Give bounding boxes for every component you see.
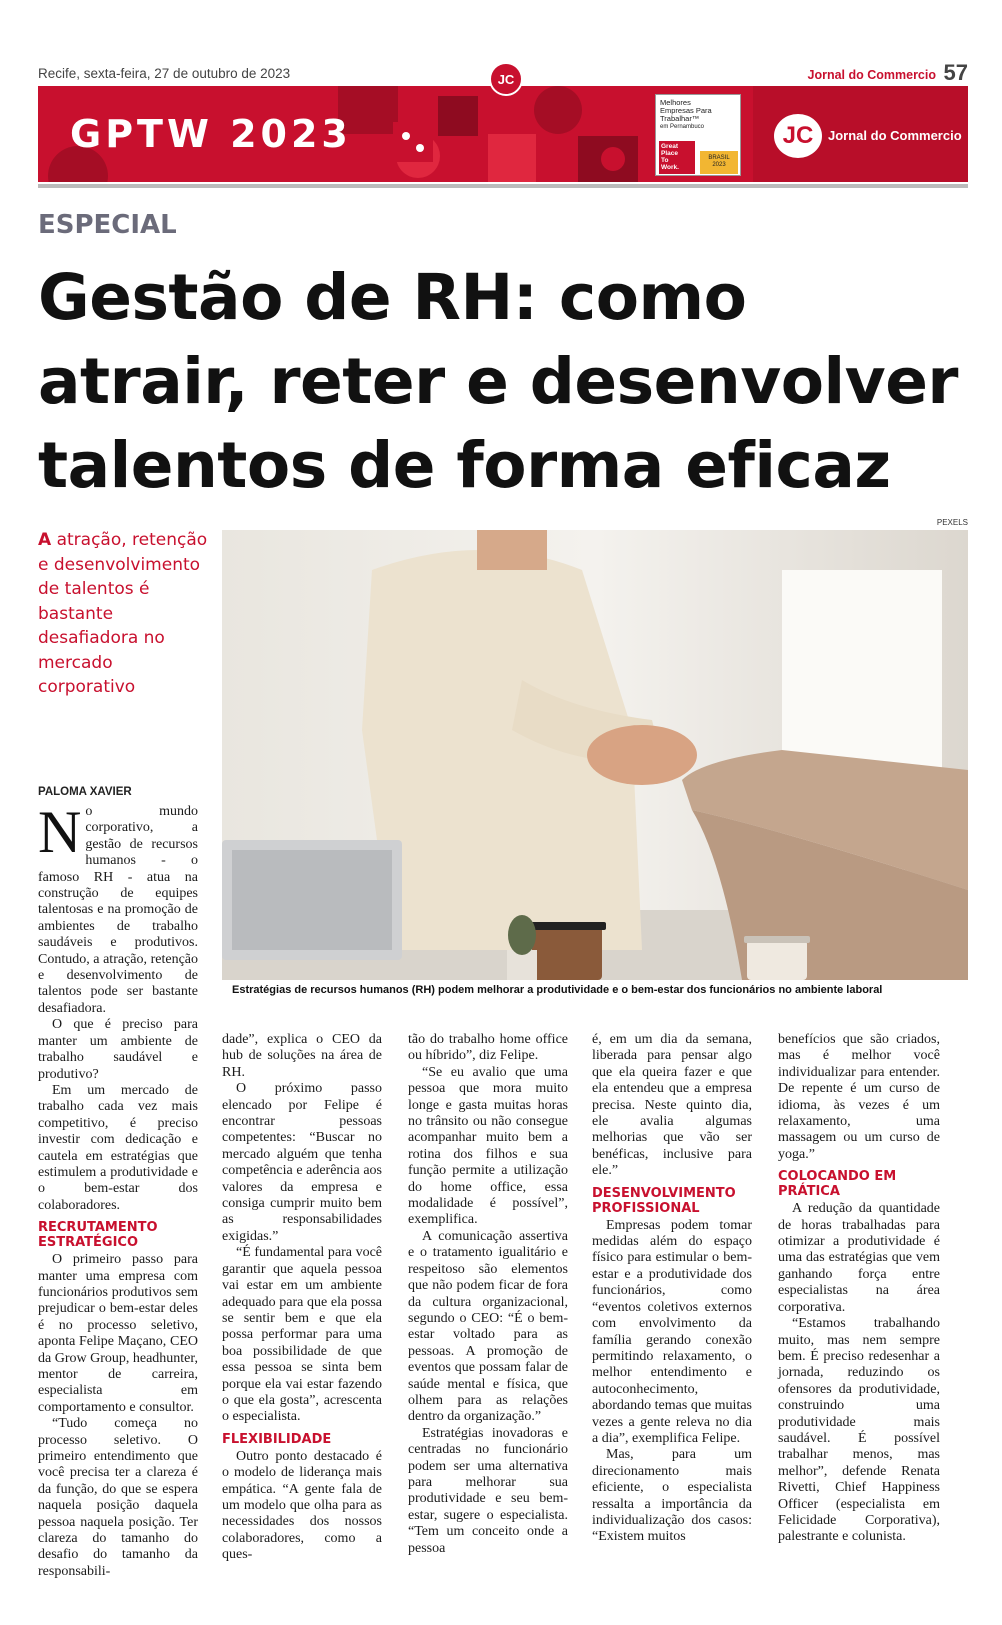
paragraph: No mundo corporativo, a gestão de recursos humanos - o famoso RH - atua na construção de equipes talentosas e na promoção de ambientes de trabalho saudáveis e produtivos. Contudo, a atração, retenção e desenvolvimento de talentos pode ser bastante desafiadora. (38, 799, 198, 1016)
paragraph: benefícios que são criados, mas é melhor você individualizar para entender. De repente é um curso de idioma, às vezes é um relaxamento, uma massagem ou um curso de yoga.” (778, 1032, 940, 1162)
dateline: Recife, sexta-feira, 27 de outubro de 2023 (38, 66, 291, 81)
paragraph: Em um mercado de trabalho cada vez mais competitivo, é preciso investir com dedicação e cautela em estratégias que estimulem a produtividade e o bem-estar dos colaboradores. (38, 1082, 198, 1213)
paragraph: dade”, explica o CEO da hub de soluções na área de RH. (222, 1032, 382, 1080)
paragraph: “Se eu avalio que uma pessoa que mora muito longe e gasta muitas horas no trânsito ou não consegue acompanhar muito bem a rotina dos filhos e sua função permite a utilização do home office, essa modalidade é possível”, exemplifica. (408, 1064, 568, 1228)
paragraph: “É fundamental para você garantir que aquela pessoa vai estar em um ambiente adequado para que ela possa se sentir bem e que ela possa performar para uma boa possibilidade de que essa pessoa se sinta bem porque ela vai estar fazendo o que ela gosta”, acrescenta o especialista. (222, 1245, 382, 1425)
banner-title: GPTW 2023 (70, 112, 352, 156)
gptw-seal-text: Melhores Empresas Para Trabalhar™ em Pernambuco (660, 98, 712, 130)
paragraph: “Tudo começa no processo seletivo. O primeiro entendimento que você precisa ter a clareza é da função, do que se espera naquela posição daquela pessoa naquela posição. Ter clareza do tamanho do desafio do tamanho da responsabili- (38, 1416, 198, 1579)
paragraph: A redução da quantidade de horas trabalhadas para otimizar a produtividade é uma das estratégias que vem ganhando força entre especialistas na área corporativa. (778, 1201, 940, 1315)
handshake-photo (222, 530, 968, 980)
gptw-red-block: Great Place To Work. (659, 141, 695, 174)
paragraph: Estratégias inovadoras e centradas no funcionário podem ser uma alternativa para melhorar sua produtividade e seu bem-estar, sugere o especialista. “Tem um conceito onde a pessoa (408, 1425, 568, 1556)
deck-text: atração, retenção e desenvolvimento de talentos é bastante desafiadora no mercado corporativo (38, 530, 208, 697)
drop-cap: N (38, 799, 82, 865)
paragraph: Empresas podem tomar medidas além do espaço físico para estimular o bem-estar e a produtividade dos funcionários, como “eventos coletivos externos com envolvimento da família gerando conexão permitindo relaxamento, o melhor entendimento e autoconhecimento, abordando temas que muitas vezes a gente releva no dia a dia”, exemplifica Felipe. (592, 1217, 752, 1446)
banner-divider (38, 184, 968, 188)
page-header (38, 62, 968, 86)
subhead: COLOCANDO EM PRÁTICA (778, 1169, 897, 1200)
gptw-seal (655, 94, 741, 176)
kicker: ESPECIAL (38, 210, 177, 240)
byline: PALOMA XAVIER (38, 786, 132, 798)
paragraph: O que é preciso para manter um ambiente de trabalho saudável e produtivo? (38, 1017, 198, 1082)
headline-line: atrair, reter e desenvolver (38, 345, 958, 418)
paragraph: O primeiro passo para manter uma empresa com funcionários produtivos sem prejudicar o bem-estar deles é no processo seletivo, aponta Felipe Maçano, CEO da Grow Group, headhunter, mentor de carreira, especialista em comportamento e consultor. (38, 1252, 199, 1415)
subhead: DESENVOLVIMENTO PROFISSIONAL (592, 1185, 736, 1216)
paragraph: tão do trabalho home office ou híbrido”, diz Felipe. (408, 1032, 568, 1064)
paragraph: O próximo passo elencado por Felipe é encontrar pessoas competentes: “Buscar no mercado alguém que tenha competência e aderência aos valores da empresa e consiga cumprir muito bem as responsabilidades exigidas.” (222, 1081, 382, 1244)
paper-name: Jornal do Commercio (807, 68, 936, 82)
article-column-1 (38, 799, 199, 1580)
subhead: FLEXIBILIDADE (222, 1431, 332, 1447)
paragraph: Mas, para um direcionamento mais eficiente, o especialista ressalta a importância da individualização dos casos: “Existem muitos (592, 1447, 752, 1545)
jc-logo-icon: JC (774, 114, 822, 158)
paragraph: A comunicação assertiva e o tratamento igualitário e respeitoso são elementos que não podem ficar de fora da cultura organizacional, segundo o CEO: “É o bem-estar voltado para as pessoas. A promoção de eventos que possam falar de saúde mental e física, que olhem para as relações dentro da organização.” (408, 1228, 568, 1425)
gptw-year-block: BRASIL 2023 (700, 151, 738, 174)
jc-logo-text: Jornal do Commercio (828, 128, 962, 143)
article-column-5 (778, 1032, 940, 1546)
headline-line: talentos de forma eficaz (38, 429, 891, 502)
paragraph: é, em um dia da semana, liberada para pensar algo que ela queira fazer e que ela entendeu que a empresa precisa. Neste quinto dia, ele avalia algumas melhorias que vão ser benéficas, inclusive para ele.” (592, 1032, 752, 1179)
headline (38, 256, 978, 508)
section-banner (38, 86, 968, 182)
headline-line: Gestão de RH: como (38, 261, 747, 334)
article-column-3 (408, 1032, 568, 1557)
paragraph: “Estamos trabalhando muito, mas nem sempre bem. É preciso redesenhar a jornada, reduzindo os ofensores da produtividade, construindo uma produtividade mais saudável. É possível trabalhar menos, mas melhor”, defende Renata Rivetti, Chief Happiness Officer (especialista em Felicidade Corporativa), palestrante e colunista. (778, 1316, 940, 1545)
subhead: RECRUTAMENTO ESTRATÉGICO (38, 1220, 158, 1251)
article-column-2 (222, 1032, 382, 1564)
article-column-4 (592, 1032, 752, 1546)
deck (38, 528, 208, 700)
deck-first-letter: A (38, 530, 52, 550)
jc-badge-icon: JC (489, 62, 523, 96)
photo-credit: PEXELS (936, 518, 968, 527)
page-number: 57 (943, 60, 968, 85)
paragraph: Outro ponto destacado é o modelo de liderança mais empática. “A gente fala de um modelo que olha para as necessidades dos nossos colaboradores, como a ques- (222, 1448, 382, 1563)
photo-caption: Estratégias de recursos humanos (RH) podem melhorar a produtividade e o bem-estar dos funcionários no ambiente laboral (232, 984, 883, 996)
handshake-illustration-icon (222, 530, 968, 980)
